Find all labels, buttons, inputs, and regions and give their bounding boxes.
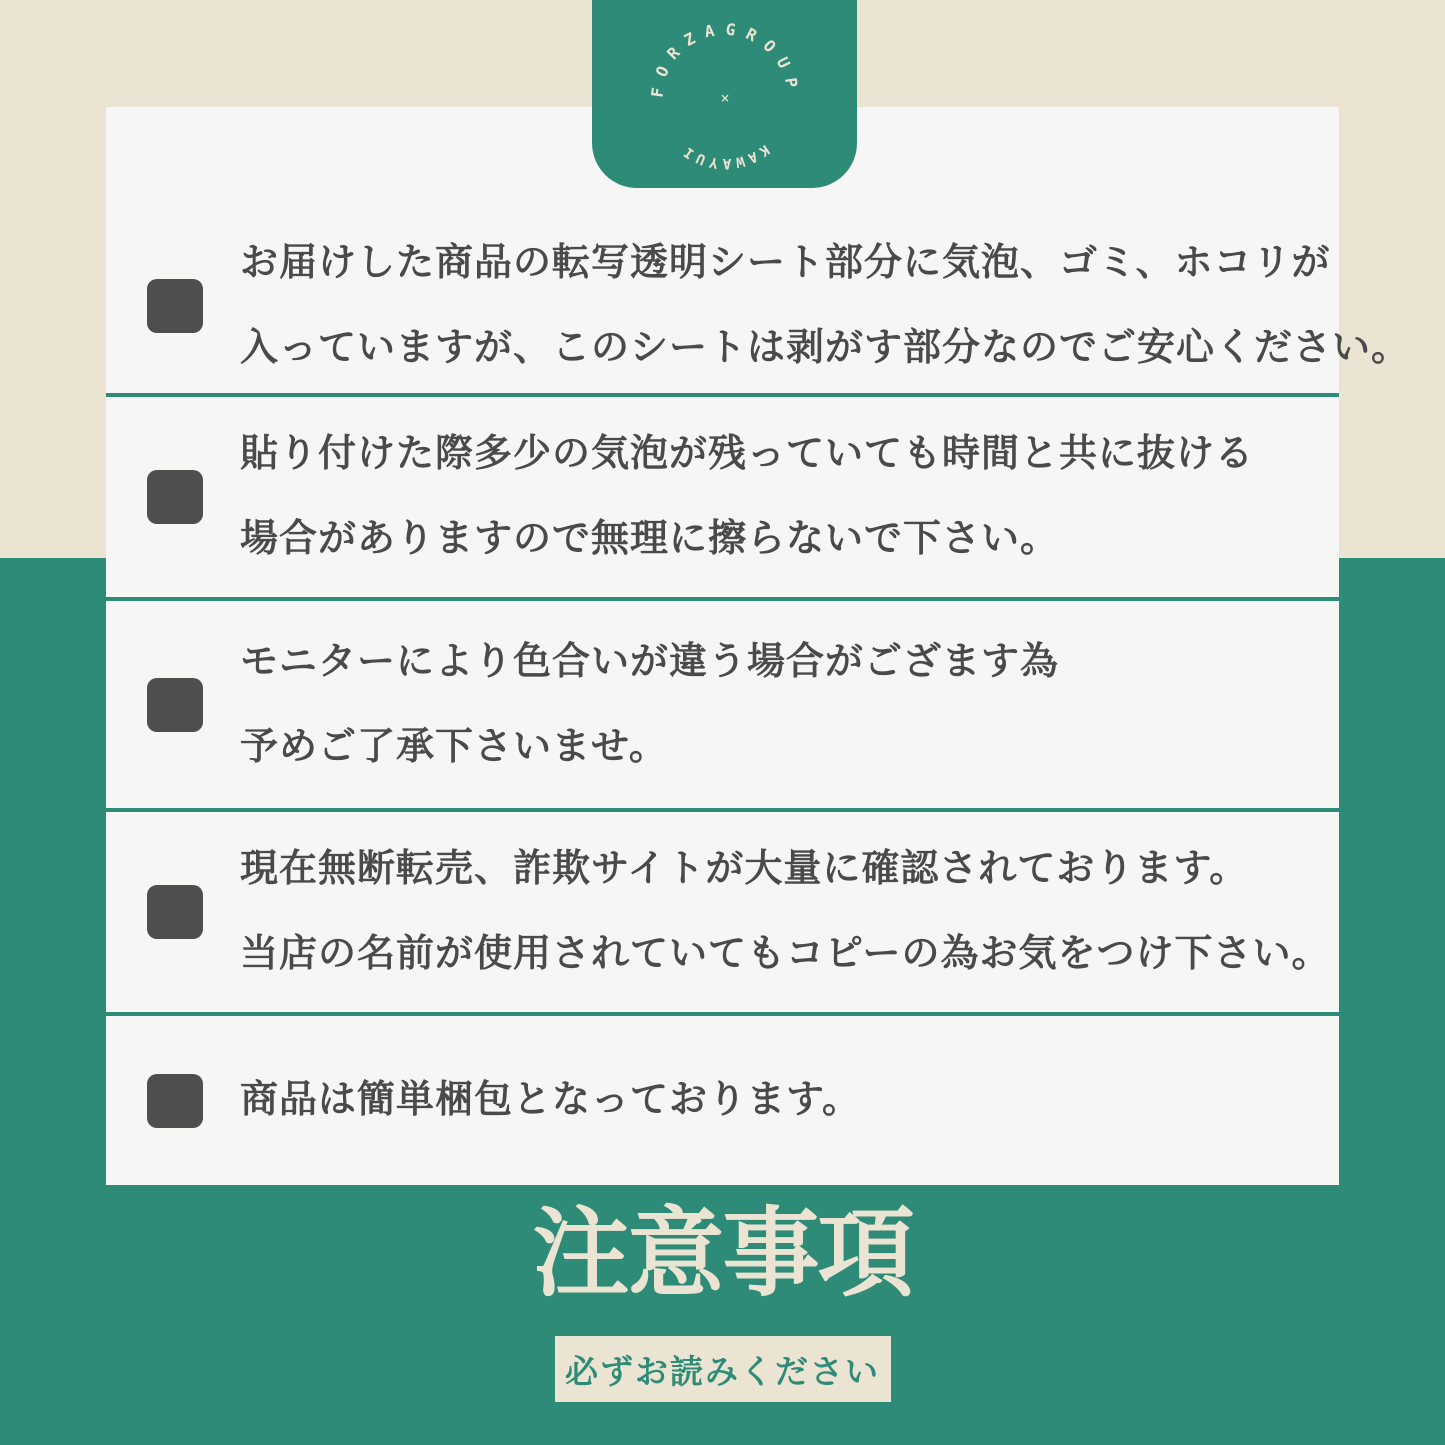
notice-text <box>240 620 1059 790</box>
notice-text-line: 当店の名前が使用されていてもコピーの為お気をつけ下さい。 <box>240 933 1331 975</box>
notice-text-line: モニターにより色合いが違う場合がござます為 <box>240 640 1060 683</box>
notice-list <box>106 107 1411 1185</box>
must-read-label-text: 必ずお読みください <box>565 1352 880 1390</box>
svg-text:FORZAGROUP <box>647 19 802 98</box>
notice-text-line: 入っていますが、このシートは剥がす部分なのでご安心ください。 <box>240 327 1411 369</box>
notice-text <box>240 827 1330 997</box>
checkbox-icon <box>147 470 203 524</box>
must-read-label <box>555 1336 891 1402</box>
page-title: 注意事項 <box>532 1199 913 1308</box>
notice-text-line: 現在無断転売、詐欺サイトが大量に確認されております。 <box>240 848 1249 890</box>
notice-item-3 <box>106 601 1339 808</box>
brand-logo-circle-icon <box>643 12 807 176</box>
notice-text <box>240 221 1410 391</box>
notice-item-2 <box>106 397 1339 597</box>
notice-text-line: 貼り付けた際多少の気泡が残っていても時間と共に抜ける <box>240 433 1255 475</box>
brand-badge <box>592 0 857 188</box>
notice-text <box>240 412 1254 582</box>
notice-text-line: 商品は簡単梱包となっております。 <box>240 1079 861 1121</box>
notice-item-5 <box>106 1016 1339 1185</box>
notice-text <box>240 1058 861 1143</box>
notice-item-4 <box>106 812 1339 1012</box>
logo-text-top: FORZAGROUP <box>646 19 803 99</box>
checkbox-icon <box>147 1074 203 1128</box>
checkbox-icon <box>147 279 203 333</box>
checkbox-icon <box>147 885 203 939</box>
svg-text:KAWAYUI <box>677 141 771 171</box>
logo-text-bottom: KAWAYUI <box>677 141 772 171</box>
notice-text-line: 予めご了承下さいませ。 <box>240 725 668 768</box>
checkbox-icon <box>147 678 203 732</box>
notice-text-line: お届けした商品の転写透明シート部分に気泡、ゴミ、ホコリが <box>240 242 1331 284</box>
logo-x-separator: × <box>719 89 730 107</box>
notice-text-line: 場合がありますので無理に擦らないで下さい。 <box>240 518 1060 560</box>
